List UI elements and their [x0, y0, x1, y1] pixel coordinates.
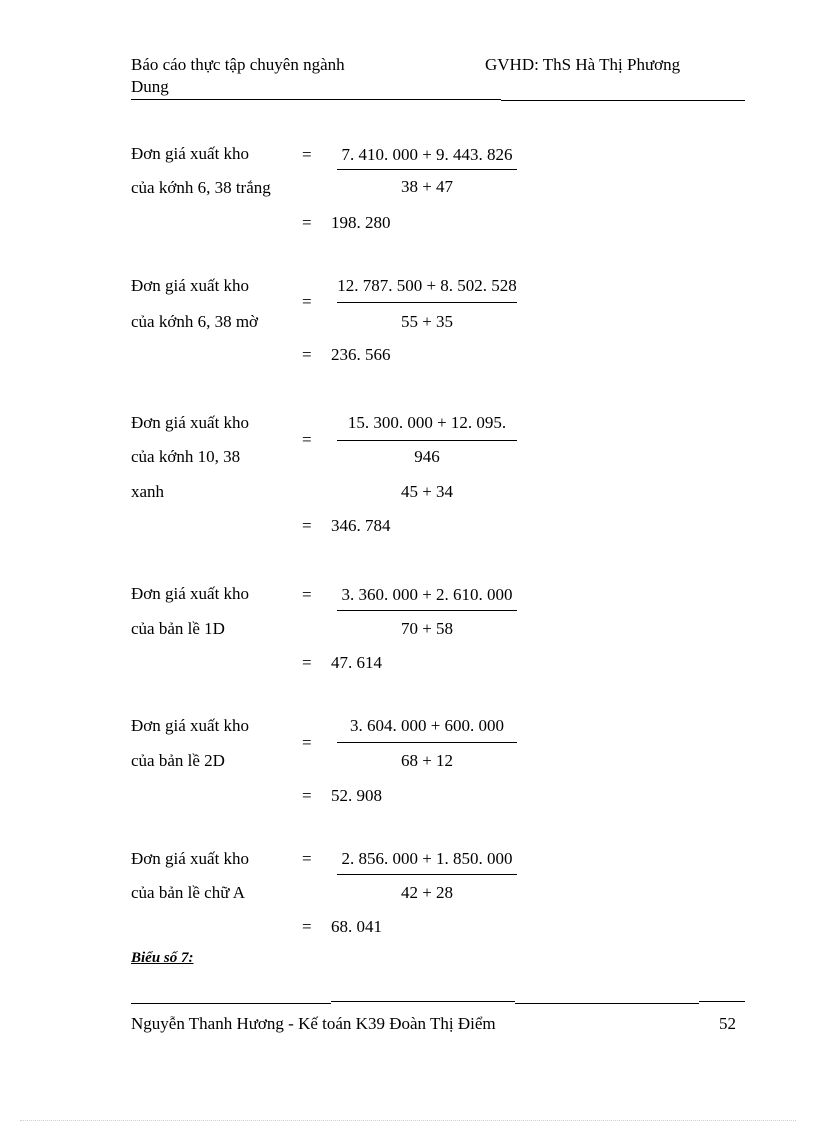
fraction-bar: [337, 440, 517, 441]
equals-sign: =: [302, 585, 312, 604]
formula-label-line: Đơn giá xuất kho: [131, 276, 250, 295]
header-rule-right: [501, 100, 745, 101]
numerator-continued: 946: [414, 447, 440, 466]
formula-label-line: của kớnh 6, 38 mờ: [131, 312, 259, 331]
formula-label-line: Đơn giá xuất kho: [131, 716, 250, 735]
fraction-bar: [337, 610, 517, 611]
header-left-subtitle: Dung: [131, 77, 169, 96]
formula-label-line: xanh: [131, 482, 165, 501]
equals-sign: =: [302, 430, 312, 449]
formula-label-line: của bản lề chữ A: [131, 883, 246, 902]
denominator: 38 + 47: [400, 177, 454, 196]
equals-sign: =: [302, 516, 312, 535]
footer-rule-left: [131, 1003, 331, 1004]
equals-sign: =: [302, 345, 312, 364]
header-right-title: GVHD: ThS Hà Thị Phương: [485, 55, 681, 74]
page-number: 52: [719, 1014, 736, 1033]
numerator: 3. 604. 000 + 600. 000: [349, 716, 505, 735]
denominator: 45 + 34: [400, 482, 454, 501]
denominator: 42 + 28: [400, 883, 454, 902]
result-value: 346. 784: [331, 516, 391, 535]
equals-sign: =: [302, 653, 312, 672]
equals-sign: =: [302, 786, 312, 805]
footer-rule-right: [515, 1003, 699, 1004]
numerator: 3. 360. 000 + 2. 610. 000: [341, 585, 513, 604]
formula-label-line: Đơn giá xuất kho: [131, 849, 250, 868]
fraction-bar: [337, 302, 517, 303]
formula-label-line: của kớnh 10, 38: [131, 447, 241, 466]
denominator: 68 + 12: [400, 751, 454, 770]
equals-sign: =: [302, 733, 312, 752]
denominator: 55 + 35: [400, 312, 454, 331]
result-value: 47. 614: [331, 653, 382, 672]
formula-label-line: Đơn giá xuất kho: [131, 144, 250, 163]
fraction-bar: [337, 169, 517, 170]
numerator: 12. 787. 500 + 8. 502. 528: [337, 276, 517, 295]
footer-rule-end: [699, 1001, 745, 1002]
table-caption: Biểu số 7:: [131, 950, 194, 966]
equals-sign: =: [302, 849, 312, 868]
denominator: 70 + 58: [400, 619, 454, 638]
fraction-bar: [337, 874, 517, 875]
formula-label-line: của bản lề 2D: [131, 751, 225, 770]
footer-rule-mid: [331, 1001, 515, 1002]
equals-sign: =: [302, 145, 312, 164]
footer-author: Nguyễn Thanh Hương - Kế toán K39 Đoàn Thị Điểm: [131, 1014, 496, 1033]
formula-label-line: Đơn giá xuất kho: [131, 413, 250, 432]
numerator: 15. 300. 000 + 12. 095.: [347, 413, 507, 432]
equals-sign: =: [302, 292, 312, 311]
page-edge-dotted-line: [20, 1120, 796, 1121]
formula-label-line: của bản lề 1D: [131, 619, 225, 638]
formula-label-line: của kớnh 6, 38 trắng: [131, 178, 271, 197]
result-value: 236. 566: [331, 345, 391, 364]
equals-sign: =: [302, 213, 312, 232]
header-rule-left: [131, 99, 501, 100]
header-left-title: Báo cáo thực tập chuyên ngành: [131, 55, 345, 74]
result-value: 68. 041: [331, 917, 382, 936]
result-value: 198. 280: [331, 213, 391, 232]
formula-label-line: Đơn giá xuất kho: [131, 584, 250, 603]
numerator: 2. 856. 000 + 1. 850. 000: [341, 849, 513, 868]
numerator: 7. 410. 000 + 9. 443. 826: [341, 145, 513, 164]
result-value: 52. 908: [331, 786, 382, 805]
fraction-bar: [337, 742, 517, 743]
equals-sign: =: [302, 917, 312, 936]
